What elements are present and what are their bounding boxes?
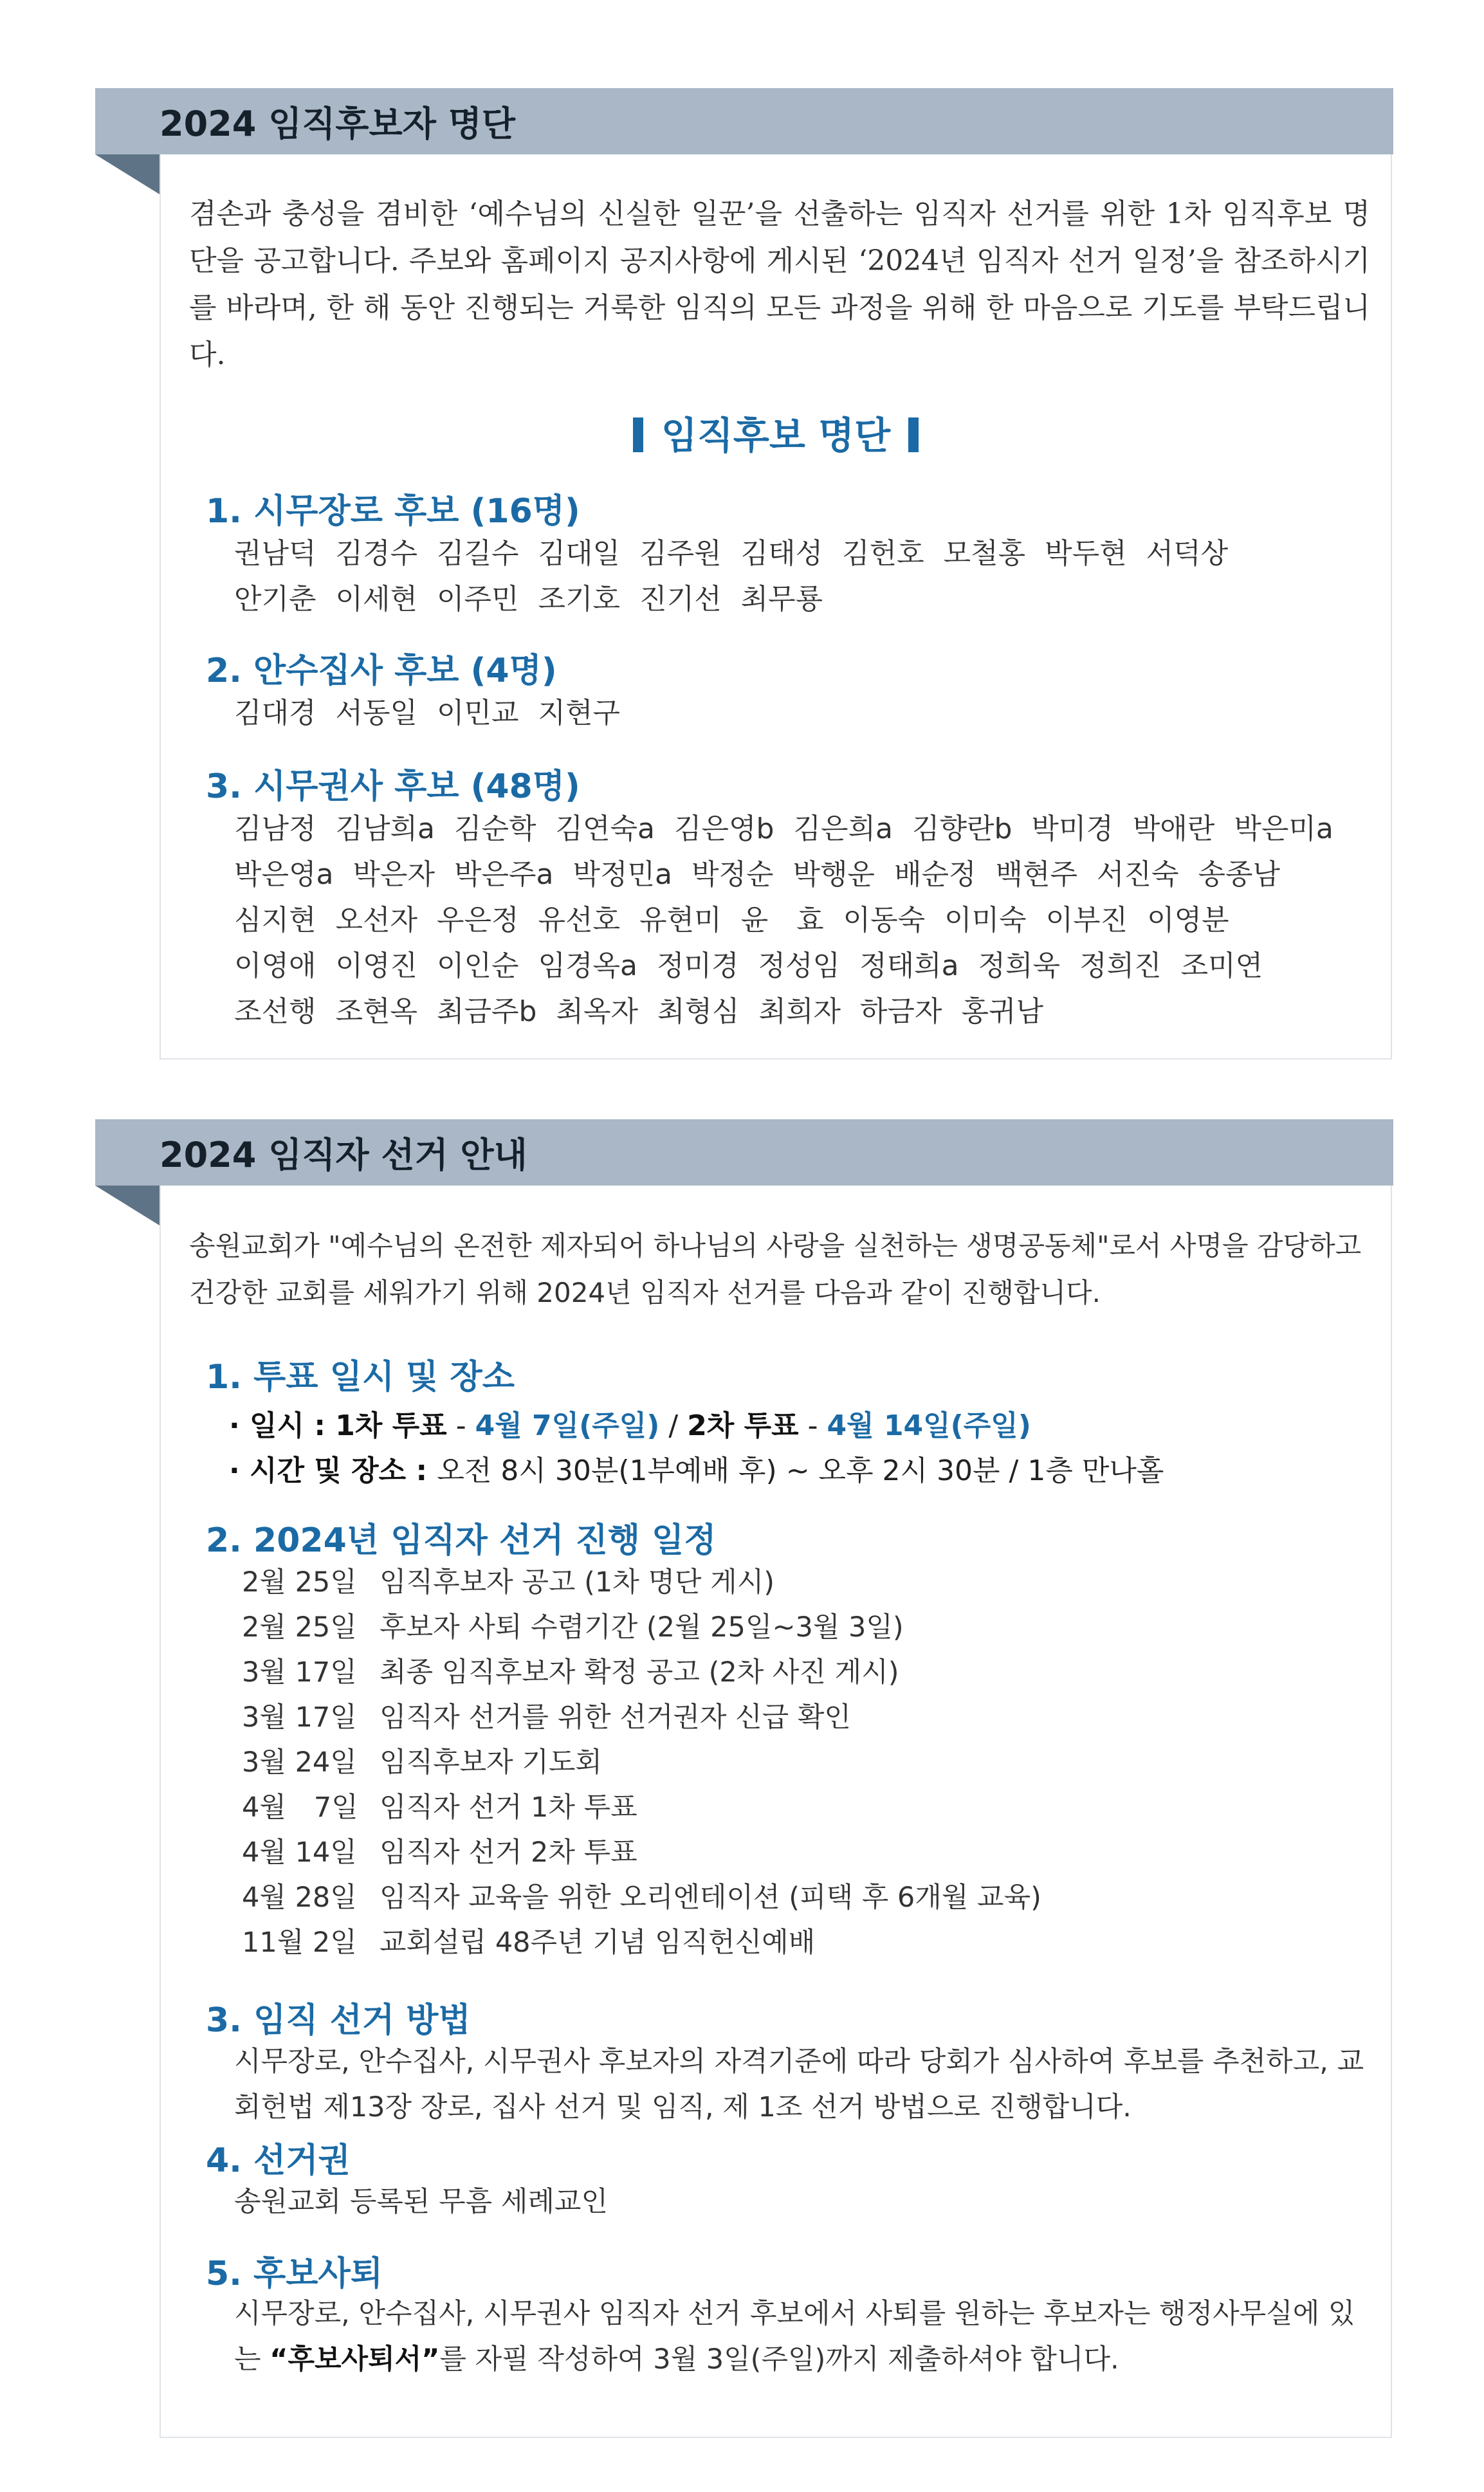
- schedule-date: 3월 17일: [242, 1656, 357, 1689]
- candidate-name: 유현미: [639, 904, 722, 937]
- candidate-name: 조선행: [234, 995, 316, 1028]
- name-row: [234, 576, 1247, 622]
- candidate-name: 최형심: [657, 995, 740, 1028]
- candidate-name: 김순학: [454, 812, 536, 845]
- candidate-name: 박미경: [1031, 812, 1113, 845]
- candidate-name: 박두현: [1045, 537, 1127, 570]
- candidate-name: 서진숙: [1097, 858, 1179, 891]
- candidate-name: 서덕상: [1146, 537, 1229, 570]
- withdraw-title: 5. 후보사퇴: [206, 2255, 383, 2293]
- name-row: [234, 690, 639, 736]
- deaconess-candidates-title: 3. 시무권사 후보 (48명): [206, 767, 580, 806]
- candidate-name: 진기선: [639, 583, 722, 616]
- candidate-name: 조현옥: [335, 995, 418, 1028]
- candidate-name: 김헌호: [842, 537, 924, 570]
- candidate-name: 정성임: [758, 949, 841, 982]
- candidate-name: 권남덕: [234, 537, 316, 570]
- candidate-name: 안기춘: [234, 583, 316, 616]
- candidate-name: 김향란b: [911, 812, 1012, 845]
- candidate-name: 최희자: [758, 995, 841, 1028]
- method-text: 시무장로, 안수집사, 시무권사 후보자의 자격기준에 따라 당회가 심사하여 후보를 추천하고, 교회헌법 제13장 장로, 집사 선거 및 임직, 제 1조 선거 방법으로 진행합니다.: [234, 2046, 1364, 2123]
- candidate-name: 박은주a: [454, 858, 554, 891]
- candidate-name: 백현주: [995, 858, 1078, 891]
- candidate-list-title: 임직후보 명단: [160, 405, 1392, 459]
- schedule-text: 임직자 선거를 위한 선거권자 신급 확인: [380, 1701, 851, 1734]
- vote-time-title: 1. 투표 일시 및 장소: [206, 1358, 515, 1397]
- candidate-name: 정태희a: [859, 949, 959, 982]
- title-bar-right: [908, 417, 919, 452]
- schedule-date: 11월 2일: [242, 1927, 357, 1959]
- election-guide-header-title: 2024 임직자 선거 안내: [160, 1135, 527, 1175]
- schedule-text: 후보자 사퇴 수렴기간 (2월 25일~3월 3일): [380, 1611, 904, 1644]
- schedule-date: 4월 14일: [242, 1837, 357, 1869]
- name-row: [234, 852, 1353, 897]
- withdraw-text: 시무장로, 안수집사, 시무권사 임직자 선거 후보에서 사퇴를 원하는 후보자는 행정사무실에 있는 “후보사퇴서”를 자필 작성하여 3월 3일(주일)까지 제출하셔야 합니다.: [234, 2298, 1355, 2376]
- schedule-item: [242, 1560, 1041, 1605]
- method-title: 3. 임직 선거 방법: [206, 2001, 471, 2040]
- candidate-name: 유선호: [538, 904, 621, 937]
- header-fold-decoration: [95, 1186, 160, 1225]
- candidate-name: 김경수: [335, 537, 418, 570]
- schedule-text: 임직후보자 기도회: [380, 1746, 602, 1779]
- candidate-name: 최금주b: [437, 995, 537, 1028]
- schedule-item: [242, 1785, 1041, 1830]
- deacon-candidates-names: [234, 690, 639, 736]
- candidate-name: 임경옥a: [538, 949, 638, 982]
- elder-candidates-names: [234, 531, 1247, 622]
- candidate-name: 김은희a: [793, 812, 893, 845]
- schedule-text: 임직자 선거 2차 투표: [380, 1837, 637, 1869]
- schedule-title: 2. 2024년 임직자 선거 진행 일정: [206, 1521, 717, 1560]
- candidate-name: 우은정: [437, 904, 519, 937]
- candidate-name: 박애란: [1132, 812, 1215, 845]
- title-bar-left: [633, 417, 643, 452]
- schedule-date: 4월 7일: [242, 1791, 358, 1824]
- candidate-list-header-title: 2024 임직후보자 명단: [160, 104, 516, 144]
- deaconess-candidates-names: [234, 806, 1353, 1034]
- candidate-name: 김태성: [740, 537, 823, 570]
- schedule-date: 4월 28일: [242, 1882, 357, 1914]
- elder-candidates-title: 1. 시무장로 후보 (16명): [206, 492, 580, 531]
- candidate-name: 김은영b: [674, 812, 774, 845]
- schedule-text: 최종 임직후보자 확정 공고 (2차 사진 게시): [380, 1656, 899, 1689]
- candidate-name: 김남희a: [335, 812, 435, 845]
- schedule-date: 2월 25일: [242, 1611, 357, 1644]
- candidate-list-header: [95, 88, 1393, 154]
- schedule-item: [242, 1740, 1041, 1785]
- candidate-name: 배순정: [894, 858, 976, 891]
- candidate-name: 조기호: [538, 583, 621, 616]
- candidate-name: 조미연: [1180, 949, 1263, 982]
- candidate-name: 홍귀남: [961, 995, 1044, 1028]
- candidate-name: 박정민a: [573, 858, 672, 891]
- schedule-item: [242, 1830, 1041, 1875]
- candidate-name: 박은미a: [1234, 812, 1333, 845]
- schedule-item: [242, 1605, 1041, 1650]
- candidate-name: 정미경: [657, 949, 739, 982]
- election-intro-text: 송원교회가 "예수님의 온전한 제자되어 하나님의 사랑을 실천하는 생명공동체"로서 사명을 감당하고 건강한 교회를 세워가기 위해 2024년 임직자 선거를 다음과 같이 진행합니다.: [189, 1230, 1362, 1308]
- schedule-item: [242, 1650, 1041, 1695]
- candidate-name: 김연숙a: [555, 812, 655, 845]
- candidate-name: 이영분: [1147, 904, 1229, 937]
- candidate-name: 이영애: [234, 949, 316, 982]
- name-row: [234, 989, 1353, 1034]
- candidate-name: 박은자: [353, 858, 435, 891]
- candidate-name: 서동일: [335, 697, 418, 729]
- candidate-name: 박은영a: [234, 858, 334, 891]
- candidate-name: 이영진: [335, 949, 418, 982]
- candidate-intro-text: 겸손과 충성을 겸비한 ‘예수님의 신실한 일꾼’을 선출하는 임직자 선거를 위한 1차 임직후보 명단을 공고합니다. 주보와 홈페이지 공지사항에 게시된 ‘2024년 임직자 선거 일정’을 참조하시기를 바라며, 한 해 동안 진행되는 거룩한 임직의 모든 과정을 위해 한 마음으로 기도를 부탁드립니다.: [189, 197, 1370, 371]
- candidate-name: 송종남: [1198, 858, 1281, 891]
- candidate-name: 이미숙: [944, 904, 1027, 937]
- candidate-name: 이부진: [1045, 904, 1128, 937]
- vote-place-line: · 시간 및 장소 : 오전 8시 30분(1부예배 후) ~ 오후 2시 30분 / 1층 만나홀: [229, 1454, 1164, 1487]
- candidate-name: 이동숙: [843, 904, 926, 937]
- schedule-text: 임직자 교육을 위한 오리엔테이션 (피택 후 6개월 교육): [380, 1882, 1041, 1914]
- candidate-name: 박행운: [792, 858, 875, 891]
- candidate-name: 하금자: [860, 995, 942, 1028]
- name-row: [234, 943, 1353, 989]
- candidate-name: 지현구: [538, 697, 621, 729]
- schedule-item: [242, 1695, 1041, 1740]
- candidate-name: 이민교: [437, 697, 519, 729]
- candidate-name: 김주원: [639, 537, 722, 570]
- schedule-text: 임직후보자 공고 (1차 명단 게시): [380, 1566, 775, 1599]
- header-fold-decoration: [95, 154, 160, 194]
- name-row: [234, 897, 1353, 943]
- candidate-name: 이주민: [437, 583, 519, 616]
- voters-title: 4. 선거권: [206, 2141, 351, 2180]
- schedule-item: [242, 1875, 1041, 1920]
- schedule-list: [242, 1560, 1041, 1965]
- schedule-text: 임직자 선거 1차 투표: [380, 1791, 637, 1824]
- candidate-name: 윤 효: [740, 904, 824, 937]
- name-row: [234, 531, 1247, 576]
- candidate-name: 정희욱: [978, 949, 1061, 982]
- candidate-name: 박정순: [691, 858, 774, 891]
- candidate-name: 최무룡: [740, 583, 823, 616]
- candidate-name: 이인순: [437, 949, 519, 982]
- candidate-name: 김대일: [538, 537, 621, 570]
- candidate-name: 심지현: [234, 904, 316, 937]
- voters-text: 송원교회 등록된 무흠 세례교인: [234, 2186, 608, 2218]
- election-guide-header: [95, 1119, 1393, 1186]
- candidate-name: 모철홍: [943, 537, 1026, 570]
- candidate-name: 정희진: [1079, 949, 1162, 982]
- schedule-date: 2월 25일: [242, 1566, 357, 1599]
- vote-date-line: · 일시 : 1차 투표 - 4월 7일(주일) / 2차 투표 - 4월 14일(주일): [229, 1409, 1031, 1442]
- schedule-item: [242, 1920, 1041, 1965]
- schedule-text: 교회설립 48주년 기념 임직헌신예배: [380, 1927, 816, 1959]
- deacon-candidates-title: 2. 안수집사 후보 (4명): [206, 652, 557, 690]
- candidate-name: 김길수: [437, 537, 519, 570]
- candidate-name: 김남정: [234, 812, 316, 845]
- schedule-date: 3월 17일: [242, 1701, 357, 1734]
- candidate-name: 오선자: [335, 904, 418, 937]
- candidate-name: 김대경: [234, 697, 316, 729]
- name-row: [234, 806, 1353, 852]
- schedule-date: 3월 24일: [242, 1746, 357, 1779]
- candidate-name: 이세현: [335, 583, 418, 616]
- candidate-name: 최옥자: [556, 995, 638, 1028]
